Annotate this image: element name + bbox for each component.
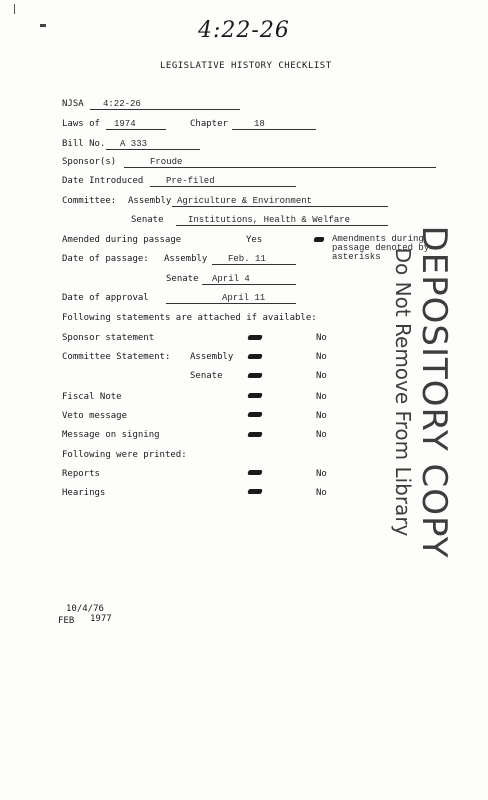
approval-value: April 11 xyxy=(222,293,266,303)
printed-label: Hearings xyxy=(62,488,106,498)
committee-assembly-label: Assembly xyxy=(128,196,172,206)
statement-label: Committee Statement: xyxy=(62,352,171,362)
check-mark xyxy=(247,373,262,378)
check-mark xyxy=(247,354,262,359)
statement-label: Veto message xyxy=(62,411,128,421)
check-mark xyxy=(247,470,262,475)
footer-year: 1977 xyxy=(90,614,112,624)
check-mark xyxy=(247,393,262,398)
bill-label: Bill No. xyxy=(62,139,106,149)
document-title: LEGISLATIVE HISTORY CHECKLIST xyxy=(160,61,332,71)
check-mark xyxy=(247,412,262,417)
amend-note: Amendments during passage denoted by asterisks xyxy=(332,234,430,262)
amended-value: Yes xyxy=(246,235,263,245)
margin-mark xyxy=(14,4,15,14)
committee-senate-value: Institutions, Health & Welfare xyxy=(188,215,351,225)
introduced-value: Pre-filed xyxy=(166,176,215,186)
passage-label: Date of passage: xyxy=(62,254,149,264)
committee-assembly-value: Agriculture & Environment xyxy=(177,196,313,206)
statement-label: Fiscal Note xyxy=(62,392,122,402)
check-mark xyxy=(313,237,324,242)
printed-no: No xyxy=(316,488,327,498)
statement-sub-label: Assembly xyxy=(190,352,234,362)
check-mark xyxy=(247,335,262,340)
check-mark xyxy=(247,489,262,494)
printed-no: No xyxy=(316,469,327,479)
statement-no: No xyxy=(316,392,327,402)
introduced-label: Date Introduced xyxy=(62,176,144,186)
passage-assembly-value: Feb. 11 xyxy=(228,254,266,264)
bill-value: A 333 xyxy=(120,139,148,149)
stamp-line-1: DEPOSITORY COPY xyxy=(414,225,454,559)
statement-label: Message on signing xyxy=(62,430,160,440)
stamp-line-2: Do Not Remove From Library xyxy=(391,247,415,537)
handwritten-citation: 4:22-26 xyxy=(198,18,290,43)
committee-label: Committee: xyxy=(62,196,117,206)
chapter-value: 18 xyxy=(254,119,265,129)
footer-date: 10/4/76 xyxy=(66,604,104,614)
njsa-value: 4:22-26 xyxy=(103,99,141,109)
statement-label: Sponsor statement xyxy=(62,333,155,343)
printed-heading: Following were printed: xyxy=(62,450,187,460)
statement-sub-label: Senate xyxy=(190,371,223,381)
check-mark xyxy=(247,432,262,437)
passage-assembly-label: Assembly xyxy=(164,254,208,264)
printed-label: Reports xyxy=(62,469,100,479)
margin-mark xyxy=(40,24,46,27)
sponsor-label: Sponsor(s) xyxy=(62,157,117,167)
statement-no: No xyxy=(316,371,327,381)
chapter-label: Chapter xyxy=(190,119,228,129)
approval-label: Date of approval xyxy=(62,293,149,303)
statement-no: No xyxy=(316,411,327,421)
passage-senate-value: April 4 xyxy=(212,274,250,284)
laws-value: 1974 xyxy=(114,119,136,129)
sponsor-value: Froude xyxy=(150,157,183,167)
amended-label: Amended during passage xyxy=(62,235,182,245)
committee-senate-label: Senate xyxy=(131,215,164,225)
statements-heading: Following statements are attached if available: xyxy=(62,313,317,323)
statement-no: No xyxy=(316,352,327,362)
footer-month: FEB xyxy=(58,616,75,626)
statement-no: No xyxy=(316,333,327,343)
laws-label: Laws of xyxy=(62,119,100,129)
njsa-label: NJSA xyxy=(62,99,84,109)
statement-no: No xyxy=(316,430,327,440)
passage-senate-label: Senate xyxy=(166,274,199,284)
